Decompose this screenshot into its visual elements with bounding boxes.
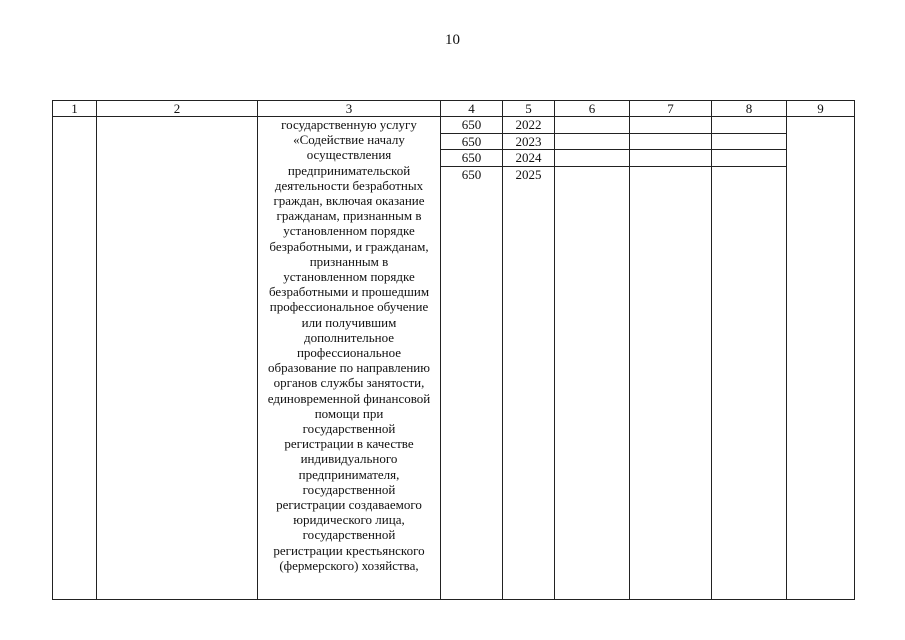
description-line: дополнительное xyxy=(303,329,395,345)
description-line: органов службы занятости, xyxy=(273,375,425,391)
col-6-subtable xyxy=(555,117,629,167)
description-line: государственной xyxy=(302,527,396,543)
header-col-9: 9 xyxy=(787,101,855,117)
description-line: государственную услугу xyxy=(281,117,417,132)
description-line: или получившим xyxy=(301,314,397,330)
table-row xyxy=(53,117,855,600)
description-line: индивидуального xyxy=(300,451,398,467)
description-line: (фермерского) хозяйства, xyxy=(279,557,419,573)
empty-subcell xyxy=(630,150,711,167)
empty-subcell xyxy=(555,150,629,167)
years-subtable xyxy=(503,117,554,182)
empty-subcell xyxy=(712,150,786,167)
header-col-7: 7 xyxy=(630,101,712,117)
cell-col-9 xyxy=(787,117,855,600)
year-value: 2022 xyxy=(503,117,554,133)
description-line: регистрации в качестве xyxy=(284,436,414,452)
header-col-8: 8 xyxy=(712,101,787,117)
description-line: юридического лица, xyxy=(293,512,405,528)
amounts-subtable xyxy=(441,117,502,182)
empty-subcell xyxy=(630,117,711,133)
description-line: деятельности безработных xyxy=(274,177,424,193)
amount-value: 650 xyxy=(441,133,502,150)
description-line: регистрации создаваемого xyxy=(276,497,422,513)
header-col-4: 4 xyxy=(441,101,503,117)
description-line: образование по направлению xyxy=(268,360,430,376)
description-line: предпринимательской xyxy=(287,162,411,178)
empty-subcell xyxy=(630,133,711,150)
amount-value: 650 xyxy=(461,166,482,182)
description-line: профессиональное xyxy=(296,345,402,361)
year-value: 2023 xyxy=(503,133,554,150)
header-col-3: 3 xyxy=(258,101,441,117)
description-line: регистрации крестьянского xyxy=(273,542,425,558)
description-line: помощи при xyxy=(314,405,384,421)
header-col-1: 1 xyxy=(53,101,97,117)
cell-col-8 xyxy=(712,117,787,600)
header-col-2: 2 xyxy=(97,101,258,117)
description-line: единовременной финансовой xyxy=(267,390,431,406)
description-line: государственной xyxy=(302,421,396,437)
budget-table xyxy=(52,100,855,600)
year-value: 2025 xyxy=(515,166,542,182)
description-line: безработными и прошедшим xyxy=(268,284,430,300)
description-line: установленном порядке xyxy=(283,269,415,285)
empty-subcell xyxy=(555,133,629,150)
cell-col-4-amounts xyxy=(441,117,503,600)
empty-subcell xyxy=(712,117,786,133)
year-value: 2024 xyxy=(503,150,554,167)
header-row xyxy=(53,101,855,117)
description-line: установленном порядке xyxy=(283,223,415,239)
amount-value: 650 xyxy=(441,150,502,167)
cell-col-6 xyxy=(555,117,630,600)
description-line: осуществления xyxy=(306,147,392,163)
description-line: признанным в xyxy=(309,253,389,269)
description-line: государственной xyxy=(302,481,396,497)
empty-subcell xyxy=(555,117,629,133)
cell-col-3-description xyxy=(258,117,441,600)
page-number: 10 xyxy=(445,32,460,48)
col-8-subtable xyxy=(712,117,786,167)
description-line: предпринимателя, xyxy=(298,466,400,482)
amount-value: 650 xyxy=(441,117,502,133)
cell-col-5-years xyxy=(503,117,555,600)
empty-subcell xyxy=(712,133,786,150)
description-line: гражданам, признанным в xyxy=(276,208,422,224)
description-line: профессиональное обучение xyxy=(269,299,429,315)
cell-col-2 xyxy=(97,117,258,600)
description-line: граждан, включая оказание xyxy=(273,193,425,209)
col-7-subtable xyxy=(630,117,711,167)
description-line: «Содействие началу xyxy=(293,132,405,148)
cell-col-7 xyxy=(630,117,712,600)
header-col-6: 6 xyxy=(555,101,630,117)
header-col-5: 5 xyxy=(503,101,555,117)
cell-col-1 xyxy=(53,117,97,600)
description-line: безработными, и гражданам, xyxy=(269,238,429,254)
